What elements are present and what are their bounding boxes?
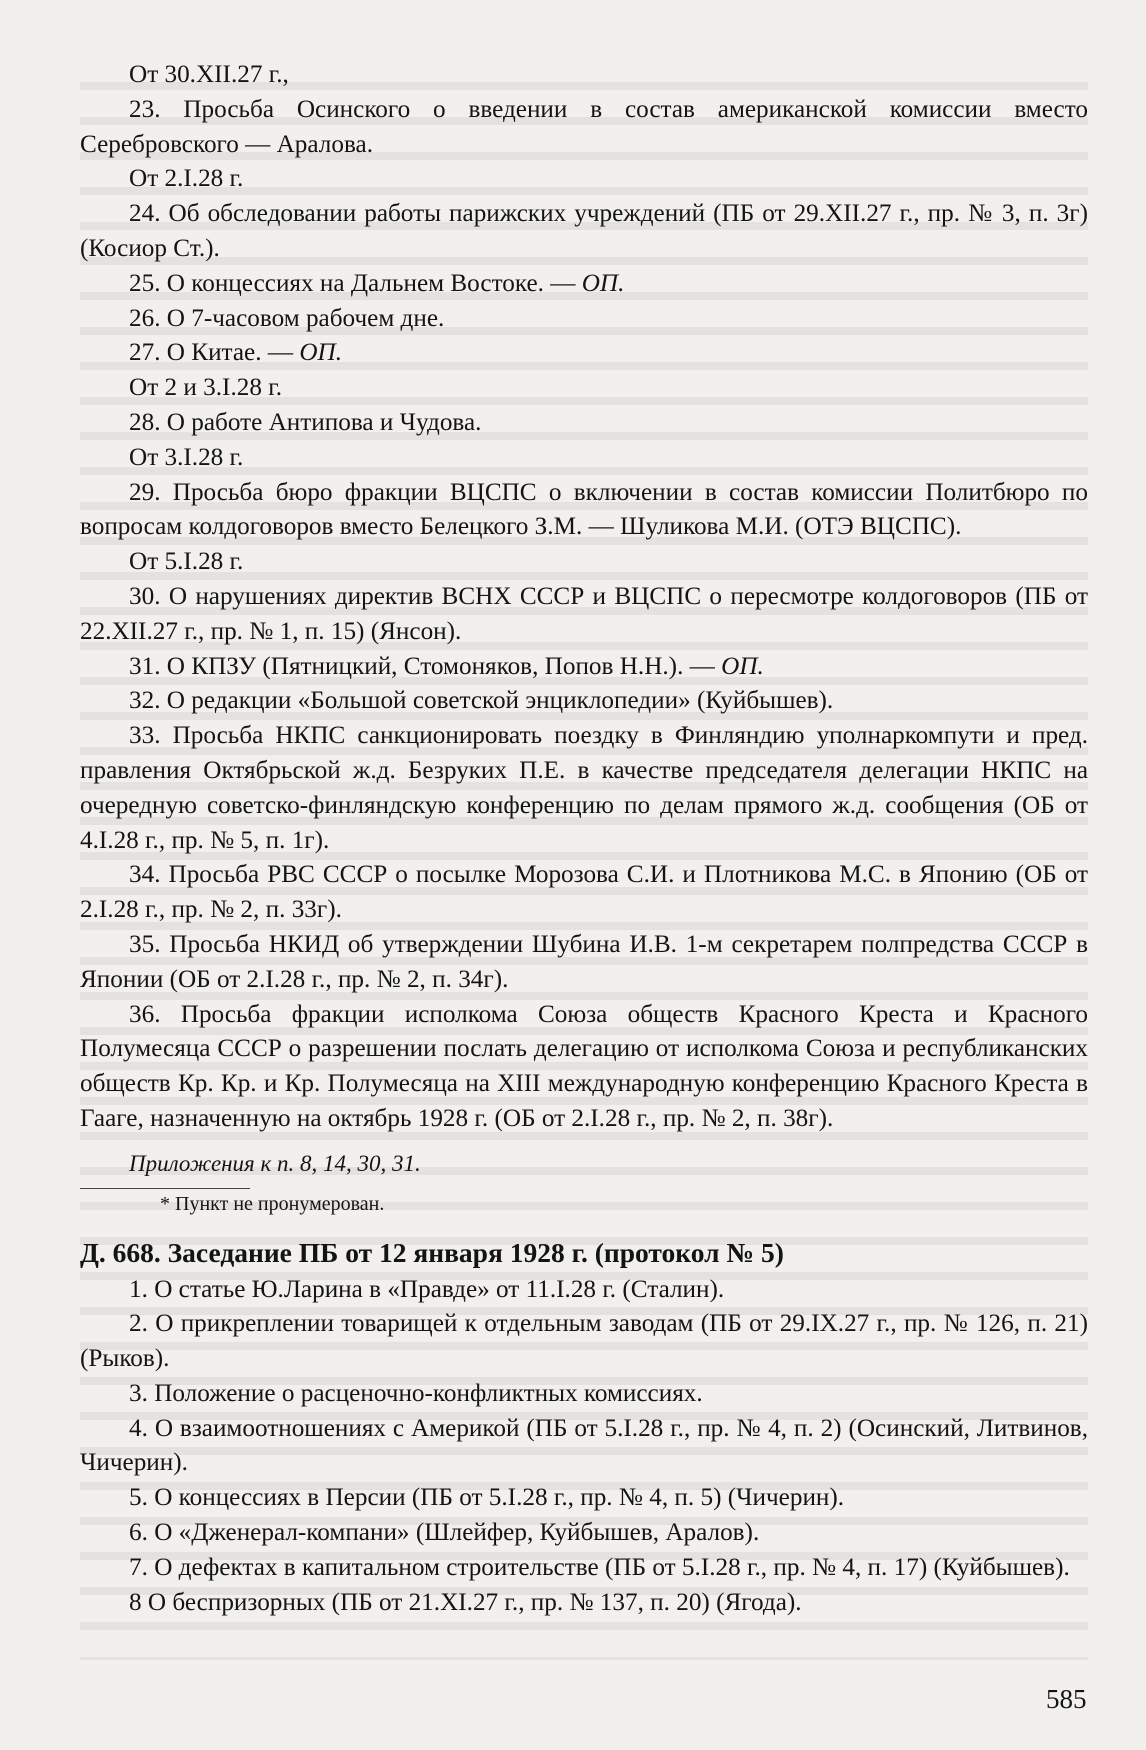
agenda-item [80,1377,1088,1412]
item-number: 1. [129,1275,148,1303]
agenda-item [80,302,1088,337]
agenda-item [80,998,1088,1137]
agenda-item [80,928,1088,998]
agenda-item [80,1307,1088,1377]
date-line: От 2 и 3.I.28 г. [129,374,283,402]
item-number: 25. [129,269,161,297]
agenda-item [80,580,1088,650]
agenda-item [80,406,1088,441]
item-text: О «Дженерал-компани» (Шлейфер, Куйбышев, Аралов). [154,1519,760,1547]
date-line: От 2.I.28 г. [129,165,244,193]
item-text: О взаимоотношениях с Америкой (ПБ от 5.I.28 г., пр. № 4, п. 2) (Осинский, Литвинов, Чичерин). [80,1414,1088,1477]
item-text: Положение о расценочно-конфликтных комиссиях. [154,1379,703,1407]
date-line: От 30.XII.27 г., [129,61,289,88]
item-text: Просьба РВС СССР о посылке Морозова С.И. и Плотникова М.С. в Японию (ОБ от 2.I.28 г., пр. № 2, п. 33г). [80,861,1088,924]
item-text: О статье Ю.Ларина в «Правде» от 11.I.28 г. (Сталин). [154,1275,725,1303]
agenda-item [80,684,1088,719]
item-number: 26. [129,304,161,332]
item-text: Просьба фракции исполкома Союза обществ Красного Креста и Красного Полумесяца СССР о разрешении послать делегацию от исполкома Союза и республиканских обществ Кр. Кр. и Кр. Полумесяца на XIII международную конференцию Красного Креста в Гааге, назначенную на октябрь 1928 г. (ОБ от 2.I.28 г., пр. № 2, п. 38г). [80,1000,1088,1132]
item-text: О дефектах в капитальном строительстве (ПБ от 5.I.28 г., пр. № 4, п. 17) (Куйбышев). [154,1553,1070,1581]
date-line: От 3.I.28 г. [129,443,244,471]
item-number: 36. [129,1000,161,1028]
item-number: 29. [129,478,161,506]
item-text: Просьба НКПС санкционировать поездку в Финляндию уполнаркомпути и пред. правления Октябрьской ж.д. Безруких П.Е. в качестве председателя делегации НКПС на очередную советско-финляндскую конференцию по делам прямого ж.д. сообщения (ОБ от 4.I.28 г., пр. № 5, п. 1г). [80,722,1088,854]
item-number: 3. [129,1379,148,1407]
item-number: 8 [129,1588,142,1616]
agenda-list-continued [80,58,1088,1137]
item-op-mark: ОП. [581,269,625,297]
item-text: О редакции «Большой советской энциклопедии» (Куйбышев). [166,687,834,715]
agenda-item [80,267,1088,302]
page-number: 585 [1046,1684,1087,1714]
item-text: О работе Антипова и Чудова. [166,408,482,436]
item-text: О КПЗУ (Пятницкий, Стомоняков, Попов Н.Н.). — [166,652,722,680]
item-text: О беспризорных (ПБ от 21.XI.27 г., пр. № 137, п. 20) (Ягода). [147,1588,802,1616]
item-number: 23. [129,95,161,123]
agenda-item [80,1273,1088,1308]
item-number: 4. [129,1414,148,1442]
item-op-mark: ОП. [299,339,342,367]
agenda-item [80,1516,1088,1551]
agenda-item [80,197,1088,267]
agenda-item [80,476,1088,546]
section-heading: Д. 668. Заседание ПБ от 12 января 1928 г. (протокол № 5) [80,1236,784,1268]
item-number: 2. [129,1310,148,1338]
agenda-item [80,93,1088,163]
appendix-note: Приложения к п. 8, 14, 30, 31. [129,1150,421,1176]
item-number: 24. [129,200,161,228]
item-number: 28. [129,408,161,436]
item-text: О концессиях на Дальнем Востоке. — [166,269,582,297]
item-text: Об обследовании работы парижских учреждений (ПБ от 29.XII.27 г., пр. № 3, п. 3г) (Косиор Ст.). [80,200,1088,262]
agenda-item [80,858,1088,928]
item-number: 30. [129,582,161,610]
date-line: От 5.I.28 г. [129,548,244,576]
agenda-item [80,1551,1088,1586]
item-text: О прикреплении товарищей к отдельным заводам (ПБ от 29.IX.27 г., пр. № 126, п. 21) (Рыков). [80,1310,1088,1373]
item-number: 6. [129,1519,148,1547]
item-text: Просьба НКИД об утверждении Шубина И.В. 1-м секретарем полпредства СССР в Японии (ОБ от 2.I.28 г., пр. № 2, п. 34г). [80,930,1089,993]
agenda-item [80,336,1088,371]
agenda-item [80,1412,1088,1482]
item-number: 35. [129,930,161,958]
item-number: 5. [129,1484,148,1512]
item-number: 7. [129,1553,148,1581]
page-content [80,58,1088,1620]
item-number: 34. [129,861,161,889]
item-number: 27. [129,339,161,367]
footnote: * Пункт не пронумерован. [160,1192,385,1215]
agenda-item [80,719,1088,858]
agenda-item [80,650,1088,685]
item-number: 33. [129,722,161,750]
item-text: Просьба бюро фракции ВЦСПС о включении в состав комиссии Политбюро по вопросам колдоговоров вместо Белецкого З.М. — Шуликова М.И. (ОТЭ ВЦСПС). [80,478,1088,541]
agenda-list-668 [80,1273,1088,1621]
item-text: О нарушениях директив ВСНХ СССР и ВЦСПС о пересмотре колдоговоров (ПБ от 22.XII.27 г., пр. № 1, п. 15) (Янсон). [80,582,1089,645]
item-text: О 7-часовом рабочем дне. [166,304,445,332]
item-number: 31. [129,652,161,680]
agenda-item [80,1481,1088,1516]
item-text: Просьба Осинского о введении в состав американской комиссии вместо Серебровского — Аралова. [80,95,1088,158]
item-op-mark: ОП. [721,652,764,680]
agenda-item [80,1586,1088,1621]
item-number: 32. [129,687,161,715]
item-text: О Китае. — [166,339,300,367]
item-text: О концессиях в Персии (ПБ от 5.I.28 г., пр. № 4, п. 5) (Чичерин). [154,1484,845,1512]
